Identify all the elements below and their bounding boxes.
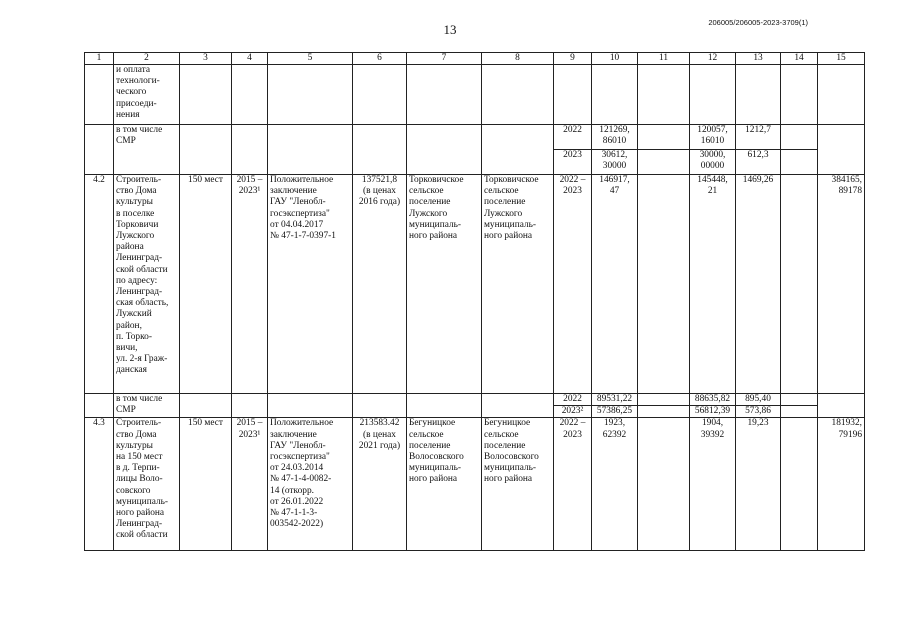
table-cell	[232, 65, 268, 125]
table-cell	[690, 65, 736, 125]
table-row	[85, 125, 865, 150]
column-header: 4	[232, 53, 268, 65]
table-cell	[781, 175, 818, 394]
period-cell: 2022 – 2023	[554, 418, 592, 551]
table-cell	[781, 406, 818, 418]
table-cell	[268, 65, 353, 125]
column-header: 9	[554, 53, 592, 65]
column-header: 12	[690, 53, 736, 65]
amount-cell: 612,3	[736, 150, 781, 175]
table-cell	[407, 65, 482, 125]
amount-cell: 1904, 39392	[690, 418, 736, 551]
amount-cell: 1469,26	[736, 175, 781, 394]
object-name: Строитель- ство Дома культуры на 150 мест в д. Терпи- лицы Воло- совского муниципаль- ного района Ленинград- ской области	[114, 418, 180, 551]
table-cell	[85, 394, 114, 418]
amount-cell: 19,23	[736, 418, 781, 551]
table-cell: и оплата технологи- ческого присоеди- нения	[114, 65, 180, 125]
column-header: 5	[268, 53, 353, 65]
table-cell	[781, 418, 818, 551]
amount-cell: 88635,82	[690, 394, 736, 406]
amount-cell: 145448, 21	[690, 175, 736, 394]
amount-cell: 120057, 16010	[690, 125, 736, 150]
table-cell	[781, 125, 818, 150]
table-cell	[85, 65, 114, 125]
object-name: Строитель- ство Дома культуры в поселке Торковичи Лужского района Ленинград- ской области по адресу: Ленинград- ская область, Лужский район, п. Торко- вичи, ул. 2-я Граж- данская	[114, 175, 180, 394]
table-cell	[180, 125, 232, 175]
column-header: 7	[407, 53, 482, 65]
table-cell	[482, 394, 554, 418]
table-cell	[554, 65, 592, 125]
column-header: 3	[180, 53, 232, 65]
table-cell	[781, 394, 818, 406]
table-cell	[781, 65, 818, 125]
total-cell: 384165, 89178	[818, 175, 865, 394]
column-header: 10	[592, 53, 638, 65]
table-row	[85, 65, 865, 125]
table-row	[85, 394, 865, 406]
amount-cell: 89531,22	[592, 394, 638, 406]
row-number: 4.3	[85, 418, 114, 551]
column-header: 1	[85, 53, 114, 65]
table-cell	[736, 65, 781, 125]
table-cell: в том числе СМР	[114, 125, 180, 175]
column-header: 13	[736, 53, 781, 65]
expertise-cell: Положительное заключение ГАУ "Ленобл- госэкспертиза" от 24.03.2014 № 47-1-4-0082- 14 (откорр. от 26.01.2022 № 47-1-1-3- 003542-2022)	[268, 418, 353, 551]
table-cell	[638, 418, 690, 551]
year-cell: 2022	[554, 394, 592, 406]
customer-cell: Бегуницкое сельское поселение Волосовского муниципаль- ного района	[407, 418, 482, 551]
customer-cell: Торковичское сельское поселение Лужского муниципаль- ного района	[407, 175, 482, 394]
amount-cell: 573,86	[736, 406, 781, 418]
table-cell	[268, 125, 353, 175]
data-table	[84, 52, 865, 551]
years-cell: 2015 – 2023¹	[232, 418, 268, 551]
column-header: 15	[818, 53, 865, 65]
year-cell: 2022	[554, 125, 592, 150]
table-cell	[407, 125, 482, 175]
table-cell	[353, 394, 407, 418]
column-header: 11	[638, 53, 690, 65]
column-header: 8	[482, 53, 554, 65]
table-cell	[268, 394, 353, 418]
cost-cell: 213583.42 (в ценах 2021 года)	[353, 418, 407, 551]
years-cell: 2015 – 2023¹	[232, 175, 268, 394]
amount-cell: 56812,39	[690, 406, 736, 418]
table-cell	[818, 65, 865, 125]
amount-cell: 57386,25	[592, 406, 638, 418]
column-number-row	[85, 53, 865, 65]
column-header: 2	[114, 53, 180, 65]
table-cell	[482, 65, 554, 125]
column-header: 6	[353, 53, 407, 65]
table-cell	[353, 65, 407, 125]
table-cell	[818, 394, 865, 418]
year-cell: 2023²	[554, 406, 592, 418]
developer-cell: Бегуницкое сельское поселение Волосовского муниципаль- ного района	[482, 418, 554, 551]
year-cell: 2023	[554, 150, 592, 175]
amount-cell: 895,40	[736, 394, 781, 406]
table-cell	[232, 394, 268, 418]
developer-cell: Торковичское сельское поселение Лужского муниципаль- ного района	[482, 175, 554, 394]
table-cell	[638, 406, 690, 418]
table-row	[85, 175, 865, 394]
table-cell: в том числе СМР	[114, 394, 180, 418]
table-cell	[638, 150, 690, 175]
table-cell	[180, 65, 232, 125]
document-code: 206005/206005-2023-3709(1)	[708, 18, 808, 27]
table-cell	[180, 394, 232, 418]
table-cell	[482, 125, 554, 175]
total-cell: 181932, 79196	[818, 418, 865, 551]
amount-cell: 1212,7	[736, 125, 781, 150]
amount-cell: 1923, 62392	[592, 418, 638, 551]
table-cell	[85, 125, 114, 175]
page-number: 13	[443, 22, 457, 37]
row-number: 4.2	[85, 175, 114, 394]
amount-cell: 30000, 00000	[690, 150, 736, 175]
capacity-cell: 150 мест	[180, 175, 232, 394]
table-row	[85, 418, 865, 551]
column-header: 14	[781, 53, 818, 65]
table-cell	[592, 65, 638, 125]
amount-cell: 121269, 86010	[592, 125, 638, 150]
cost-cell: 137521,8 (в ценах 2016 года)	[353, 175, 407, 394]
period-cell: 2022 – 2023	[554, 175, 592, 394]
table-cell	[638, 125, 690, 150]
table-cell	[407, 394, 482, 418]
amount-cell: 146917, 47	[592, 175, 638, 394]
table-cell	[818, 125, 865, 175]
table-cell	[232, 125, 268, 175]
expertise-cell: Положительное заключение ГАУ "Ленобл- госэкспертиза" от 04.04.2017 № 47-1-7-0397-1	[268, 175, 353, 394]
amount-cell: 30612, 30000	[592, 150, 638, 175]
table-cell	[638, 394, 690, 406]
table-cell	[781, 150, 818, 175]
table-cell	[638, 175, 690, 394]
table-cell	[353, 125, 407, 175]
capacity-cell: 150 мест	[180, 418, 232, 551]
table-cell	[638, 65, 690, 125]
